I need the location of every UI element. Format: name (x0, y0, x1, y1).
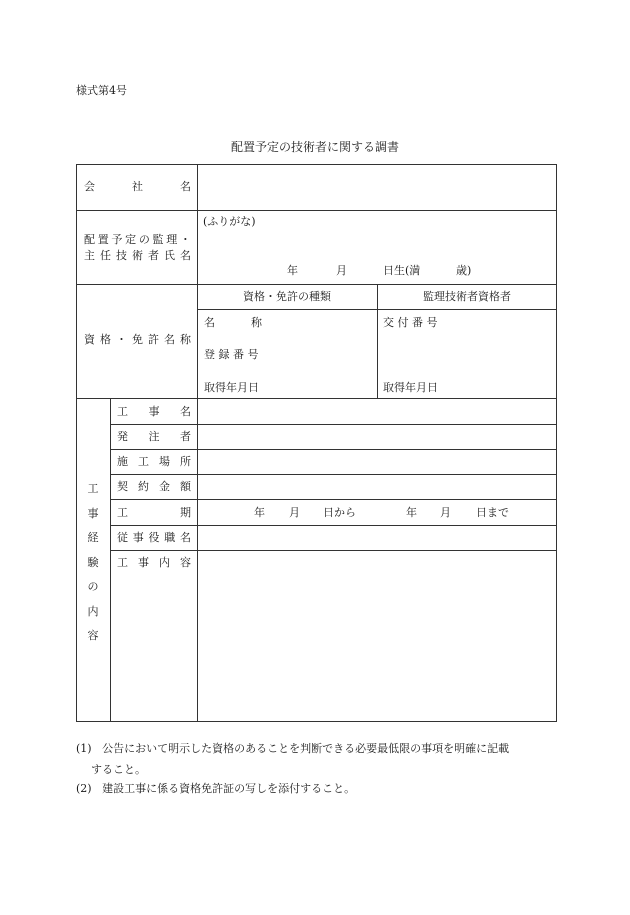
exp-label-contract-amount: 契 約 金 額 (117, 480, 191, 493)
note-1 (76, 743, 509, 754)
rule (76, 398, 557, 399)
note-2-number: (2) (76, 782, 92, 795)
rule (110, 474, 557, 475)
exp-label-client: 発 注 者 (117, 430, 191, 443)
period-from: 日から (323, 506, 356, 519)
rule (110, 449, 557, 450)
period-month-2: 月 (440, 506, 451, 519)
exp-label-site: 施 工 場 所 (117, 455, 191, 468)
rule (197, 164, 198, 722)
exp-label-project-name: 工 事 名 (117, 405, 191, 418)
acquired-date-left-label: 取得年月日 (204, 381, 259, 394)
document-title: 配置予定の技術者に関する調書 (230, 140, 399, 154)
rule (110, 550, 557, 551)
qual-type-header: 資格・免許の種類 (243, 290, 331, 303)
note-2-text: 建設工事に係る資格免許証の写しを添付すること。 (102, 782, 356, 795)
form-number: 様式第4号 (76, 84, 127, 97)
registration-no-label: 登 録 番 号 (204, 348, 259, 361)
note-1-text: 公告において明示した資格のあることを判断できる必要最低限の事項を明確に記載 (102, 742, 510, 755)
period-year-2: 年 (406, 506, 417, 519)
rule (76, 284, 557, 285)
note-1-number: (1) (76, 742, 92, 755)
note-1-continuation: すること。 (91, 763, 146, 776)
rule (110, 499, 557, 500)
company-name-label: 会 社 名 (84, 180, 191, 193)
experience-vertical-label: 工 事 経 験 の 内 容 (87, 482, 99, 642)
birth-year-label: 年 (287, 264, 298, 277)
form-table (76, 164, 557, 722)
rule (110, 525, 557, 526)
rule (110, 424, 557, 425)
supervisor-header: 監理技術者資格者 (423, 290, 511, 303)
qualification-name-label: 資 格 ・ 免 許 名 称 (84, 333, 191, 346)
acquired-date-right-label: 取得年月日 (383, 381, 438, 394)
period-month-1: 月 (289, 506, 300, 519)
rule (76, 210, 557, 211)
exp-label-position: 従 事 役 職 名 (117, 531, 191, 544)
rule (110, 398, 111, 722)
exp-label-period: 工 期 (117, 506, 191, 519)
furigana-label: (ふりがな) (203, 215, 256, 228)
period-year-1: 年 (254, 506, 265, 519)
engineer-name-label-line2: 主 任 技 術 者 氏 名 (84, 249, 191, 262)
exp-label-work-content: 工 事 内 容 (117, 556, 191, 569)
birth-month-label: 月 (336, 264, 347, 277)
birth-day-age-label: 日生(満 (383, 264, 421, 277)
note-2 (76, 783, 355, 794)
issue-no-label: 交 付 番 号 (383, 316, 438, 329)
qual-name-label: 名 称 (204, 316, 262, 329)
engineer-name-label-line1: 配 置 予 定 の 監 理 ・ (84, 233, 191, 246)
period-to: 日まで (476, 506, 509, 519)
age-unit-label: 歳) (456, 264, 472, 277)
